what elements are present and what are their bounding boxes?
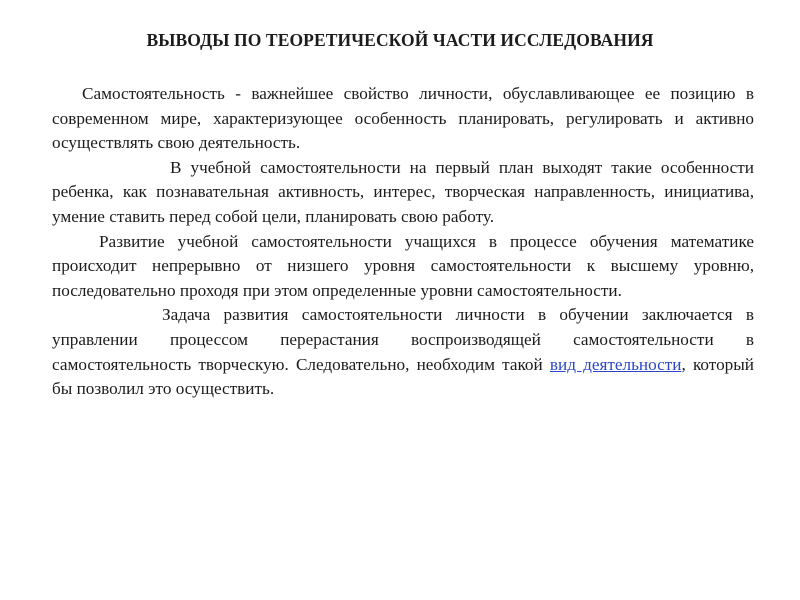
paragraph-3: Развитие учебной самостоятельности учащихся в процессе обучения математике происходит непрерывно от низшего уровня самостоятельности к высшему уровню, последовательно проходя при этом определенные уровни самостоятельности. xyxy=(52,231,754,300)
paragraph-4-text-before: Задача развития самостоятельности личности в обучении заключается в управлении процессом перерастания воспроизводящей самостоятельности в самостоятельность творческую. Следовательно, необходим такой xyxy=(52,305,754,374)
slide-title: ВЫВОДЫ ПО ТЕОРЕТИЧЕСКОЙ ЧАСТИ ИССЛЕДОВАНИЯ xyxy=(146,30,654,50)
paragraph-4-text-after: , который бы позволил это осуществить. xyxy=(52,354,755,399)
paragraph-4 xyxy=(52,303,754,401)
activity-type-link[interactable]: вид деятельности xyxy=(549,354,682,374)
slide-body xyxy=(52,82,754,402)
paragraph-2: В учебной самостоятельности на первый план выходят такие особенности ребенка, как познавательная активность, интерес, творческая направленность, инициатива, умение ставить перед собой цели, планировать свою работу. xyxy=(52,157,754,226)
paragraph-1: Самостоятельность - важнейшее свойство личности, обуславливающее ее позицию в современном мире, характеризующее особенность планировать, регулировать и активно осуществлять свою деятельность. xyxy=(52,84,754,153)
